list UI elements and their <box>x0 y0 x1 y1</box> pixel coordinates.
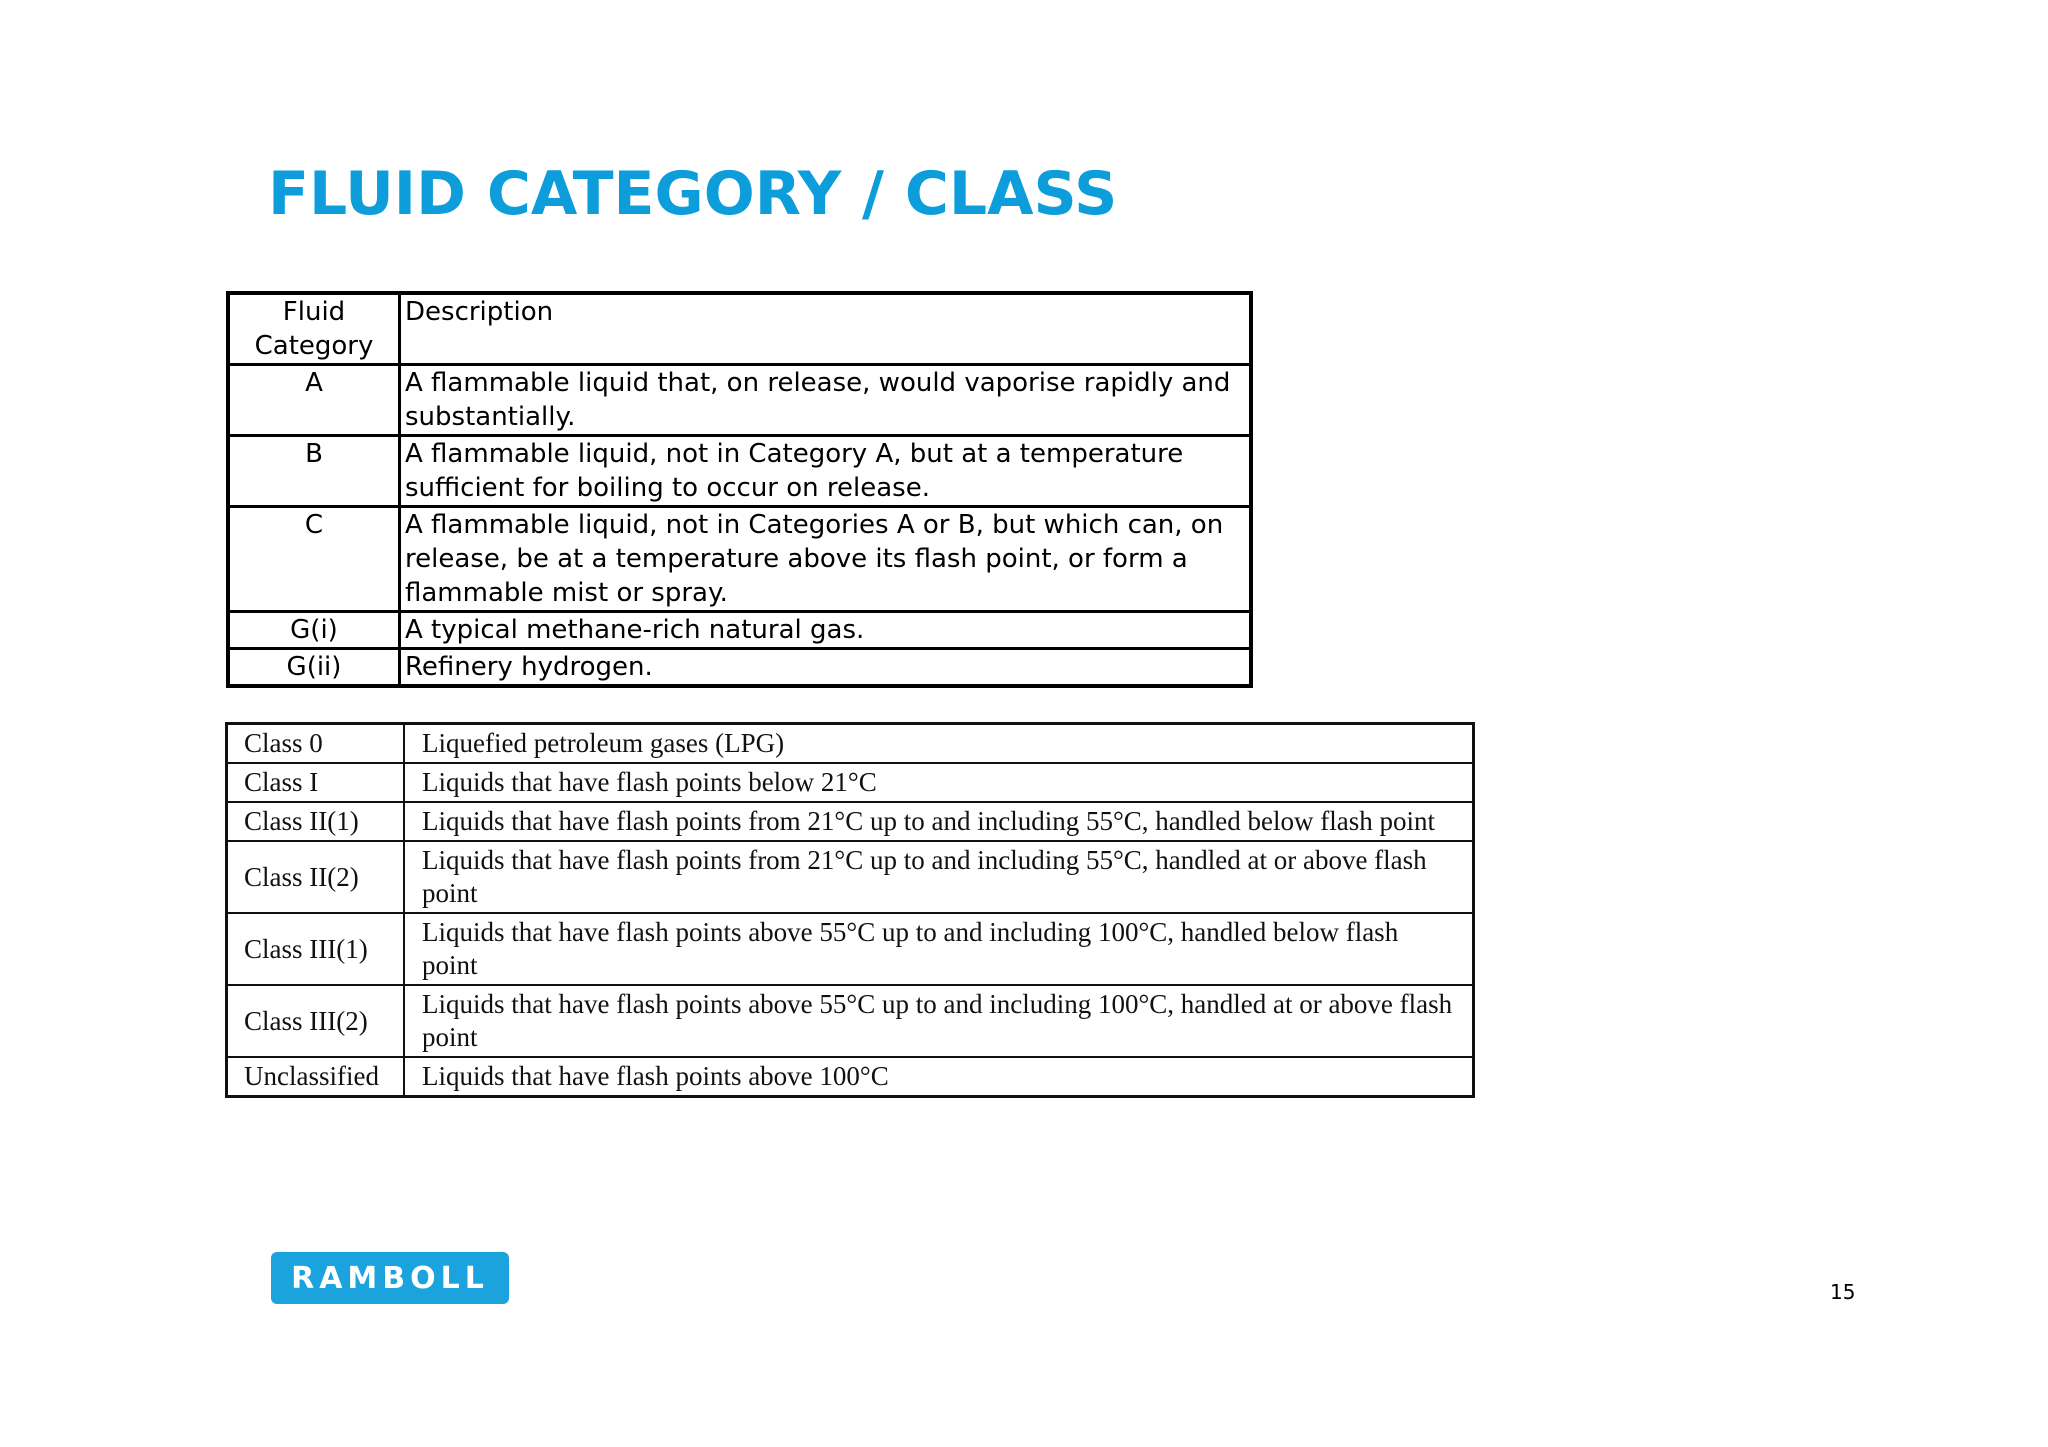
table-row <box>227 763 1474 802</box>
table-row <box>227 985 1474 1057</box>
class-description-cell: Liquids that have flash points below 21°C <box>404 763 1474 802</box>
class-description-cell: Liquids that have flash points above 100°C <box>404 1057 1474 1097</box>
fluid-description-cell: A typical methane-rich natural gas. <box>400 612 1252 649</box>
table-row <box>227 802 1474 841</box>
fluid-description-cell: Refinery hydrogen. <box>400 649 1252 687</box>
class-name-cell: Class III(2) <box>227 985 405 1057</box>
class-description-cell: Liquids that have flash points from 21°C up to and including 55°C, handled below flash point <box>404 802 1474 841</box>
slide-title: FLUID CATEGORY / CLASS <box>268 159 1118 229</box>
page-number: 15 <box>1830 1280 1856 1304</box>
class-description-cell: Liquids that have flash points above 55°C up to and including 100°C, handled at or above flash point <box>404 985 1474 1057</box>
class-description-cell: Liquids that have flash points from 21°C up to and including 55°C, handled at or above flash point <box>404 841 1474 913</box>
fluid-category-cell: C <box>228 507 400 612</box>
class-name-cell: Class I <box>227 763 405 802</box>
fluid-description-cell: A flammable liquid that, on release, would vaporise rapidly and substantially. <box>400 365 1252 436</box>
fluid-category-cell: G(i) <box>228 612 400 649</box>
class-name-cell: Class 0 <box>227 724 405 764</box>
header-fluid-category: Fluid Category <box>228 293 400 365</box>
class-name-cell: Class III(1) <box>227 913 405 985</box>
fluid-category-cell: A <box>228 365 400 436</box>
table-row <box>228 365 1251 436</box>
table-row <box>228 649 1251 687</box>
class-description-cell: Liquefied petroleum gases (LPG) <box>404 724 1474 764</box>
fluid-description-cell: A flammable liquid, not in Categories A or B, but which can, on release, be at a temperature above its flash point, or form a flammable mist or spray. <box>400 507 1252 612</box>
class-description-cell: Liquids that have flash points above 55°C up to and including 100°C, handled below flash point <box>404 913 1474 985</box>
table-row <box>227 1057 1474 1097</box>
fluid-category-table <box>226 291 1253 688</box>
ramboll-logo: RAMBOLL <box>271 1252 509 1304</box>
flash-point-class-table <box>225 722 1475 1098</box>
table-row <box>227 913 1474 985</box>
fluid-category-cell: B <box>228 436 400 507</box>
header-description: Description <box>400 293 1252 365</box>
class-name-cell: Unclassified <box>227 1057 405 1097</box>
table-row <box>227 724 1474 764</box>
table-row <box>227 841 1474 913</box>
table-row <box>228 612 1251 649</box>
fluid-description-cell: A flammable liquid, not in Category A, but at a temperature sufficient for boiling to occur on release. <box>400 436 1252 507</box>
class-name-cell: Class II(2) <box>227 841 405 913</box>
fluid-category-cell: G(ii) <box>228 649 400 687</box>
table-header-row <box>228 293 1251 365</box>
table-row <box>228 507 1251 612</box>
class-name-cell: Class II(1) <box>227 802 405 841</box>
table-row <box>228 436 1251 507</box>
